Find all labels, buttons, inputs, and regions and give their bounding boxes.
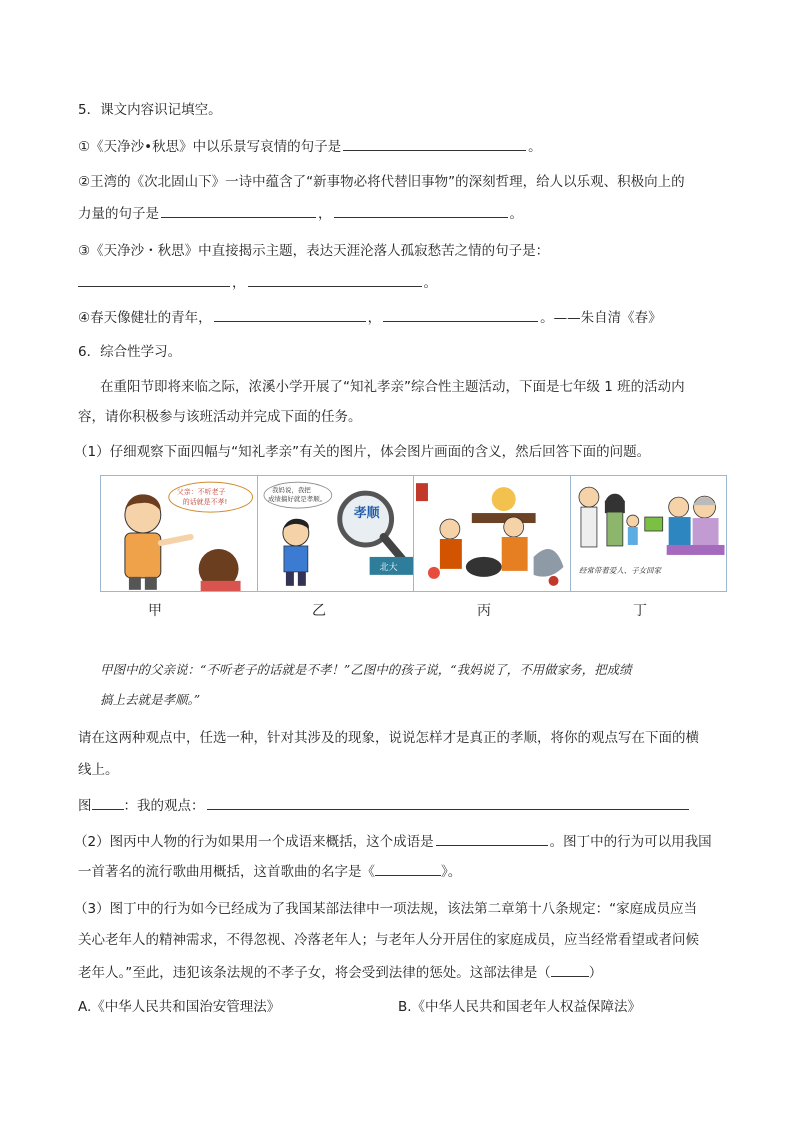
q5-item1 xyxy=(78,136,542,157)
family-banquet-illustration xyxy=(414,476,570,591)
sub3-end: ） xyxy=(588,965,603,981)
song-blank[interactable] xyxy=(375,861,441,876)
view-label: ：我的观点： xyxy=(123,798,205,814)
jia-bubble-line2: 的话就是不孝! xyxy=(182,498,228,507)
visiting-elders-illustration xyxy=(571,476,727,591)
idiom-blank[interactable] xyxy=(436,831,548,846)
ask-line1: 请在这两种观点中，任选一种，针对其涉及的现象，说说怎样才是真正的孝顺，将你的观点写在下面的横 xyxy=(78,730,699,746)
q5-item2-comma: ， xyxy=(318,206,332,222)
sub2-text1: （2）图丙中人物的行为如果用一个成语来概括，这个成语是 xyxy=(74,834,434,850)
sub2-text2: 。图丁中的行为可以用我国 xyxy=(549,834,712,850)
q6-intro-line2: 容，请你积极参与该班活动并完成下面的任务。 xyxy=(78,409,362,425)
q5-item2-text: 力量的句子是 xyxy=(78,206,159,222)
cartoon-strip xyxy=(100,475,727,592)
q6-title: 6．综合性学习。 xyxy=(78,344,182,360)
answer-blank[interactable] xyxy=(161,203,316,218)
q6-sub1: （1）仔细观察下面四幅与“知礼孝亲”有关的图片，体会图片画面的含义，然后回答下面的问题。 xyxy=(74,444,651,460)
jia-bubble-line1: 父亲：不听老子 xyxy=(176,488,226,497)
caption-yi: 乙 xyxy=(312,603,326,619)
answer-blank[interactable] xyxy=(248,272,422,287)
q5-item2-line2 xyxy=(78,203,523,224)
q5-item4-text: ④春天像健壮的青年， xyxy=(78,310,212,326)
q5-item1-text: ①《天净沙•秋思》中以乐景写哀情的句子是 xyxy=(78,139,342,155)
cartoon-ding xyxy=(571,476,727,591)
yi-bubble-line1: 我妈说，我把 xyxy=(271,486,311,495)
q5-item1-end: 。 xyxy=(528,139,542,155)
answer-blank[interactable] xyxy=(214,307,366,322)
sub2-text4: 》。 xyxy=(441,864,462,880)
answer-blank[interactable] xyxy=(383,307,538,322)
sub2-line2 xyxy=(78,861,461,882)
view-line xyxy=(78,795,691,816)
figure-choice-blank[interactable] xyxy=(92,795,124,810)
answer-blank[interactable] xyxy=(334,203,508,218)
q5-item4 xyxy=(78,307,662,328)
cartoon-bing xyxy=(414,476,571,591)
answer-blank[interactable] xyxy=(78,272,230,287)
sub3-line1: （3）图丁中的行为如今已经成为了我国某部法律中一项法规，该法第二章第十八条规定：“家庭成员应当 xyxy=(74,901,698,917)
law-choice-blank[interactable] xyxy=(551,962,589,977)
sub3-line3 xyxy=(78,962,602,983)
sub2-text3: 一首著名的流行歌曲用概括，这首歌曲的名字是《 xyxy=(78,864,375,880)
q5-item3-line1: ③《天净沙・秋思》中直接揭示主题，表达天涯沦落人孤寂愁苦之情的句子是： xyxy=(78,243,550,259)
sub3-line2: 关心老年人的精神需求，不得忽视、冷落老年人；与老年人分开居住的家庭成员，应当经常看望或者问候 xyxy=(78,932,699,948)
sub3-text: 老年人。”至此，违犯该条法规的不孝子女，将会受到法律的惩处。这部法律是（ xyxy=(78,965,551,981)
q5-item4-comma: ， xyxy=(367,310,382,326)
view-prefix: 图 xyxy=(78,798,92,814)
q5-item2-end: 。 xyxy=(509,206,523,222)
answer-blank[interactable] xyxy=(343,136,526,151)
sub2-line1 xyxy=(74,831,712,852)
quote-line2: 搞上去就是孝顺。” xyxy=(100,692,201,707)
q5-item2-line1: ②王湾的《次北固山下》一诗中蕴含了“新事物必将代替旧事物”的深刻哲理，给人以乐观、积极向上的 xyxy=(78,174,685,190)
option-b[interactable]: B.《中华人民共和国老年人权益保障法》 xyxy=(398,999,642,1015)
q5-item3-end: 。 xyxy=(423,275,437,291)
yi-bubble-line2: 成绩搞好就是孝顺。 xyxy=(267,495,326,504)
q6-intro-line1: 在重阳节即将来临之际，浓溪小学开展了“知礼孝亲”综合性主题活动，下面是七年级 1 班的活动内 xyxy=(100,379,685,395)
caption-bing: 丙 xyxy=(477,603,491,619)
q5-title: 5．课文内容识记填空。 xyxy=(78,102,222,118)
q5-item3-comma: ， xyxy=(232,275,246,291)
q5-item3-line2 xyxy=(78,272,437,293)
cartoon-jia xyxy=(101,476,258,591)
quote-line1: 甲图中的父亲说：“不听老子的话就是不孝！”乙图中的孩子说，“我妈说了，不用做家务，把成绩 xyxy=(100,662,632,677)
ding-caption: 经常带着爱人、子女回家 xyxy=(578,565,661,575)
cartoon-yi xyxy=(258,476,415,591)
magnifier-child-illustration xyxy=(258,476,414,591)
yi-tag-text: 北大 xyxy=(379,562,398,573)
yi-lens-text: 孝顺 xyxy=(353,506,380,522)
ask-line2: 线上。 xyxy=(78,762,119,778)
father-scolding-illustration xyxy=(101,476,257,591)
caption-jia: 甲 xyxy=(148,603,162,619)
q5-item4-end: 。——朱自清《春》 xyxy=(540,310,662,326)
option-a[interactable]: A.《中华人民共和国治安管理法》 xyxy=(78,999,281,1015)
opinion-blank[interactable] xyxy=(207,795,689,810)
caption-ding: 丁 xyxy=(633,603,647,619)
